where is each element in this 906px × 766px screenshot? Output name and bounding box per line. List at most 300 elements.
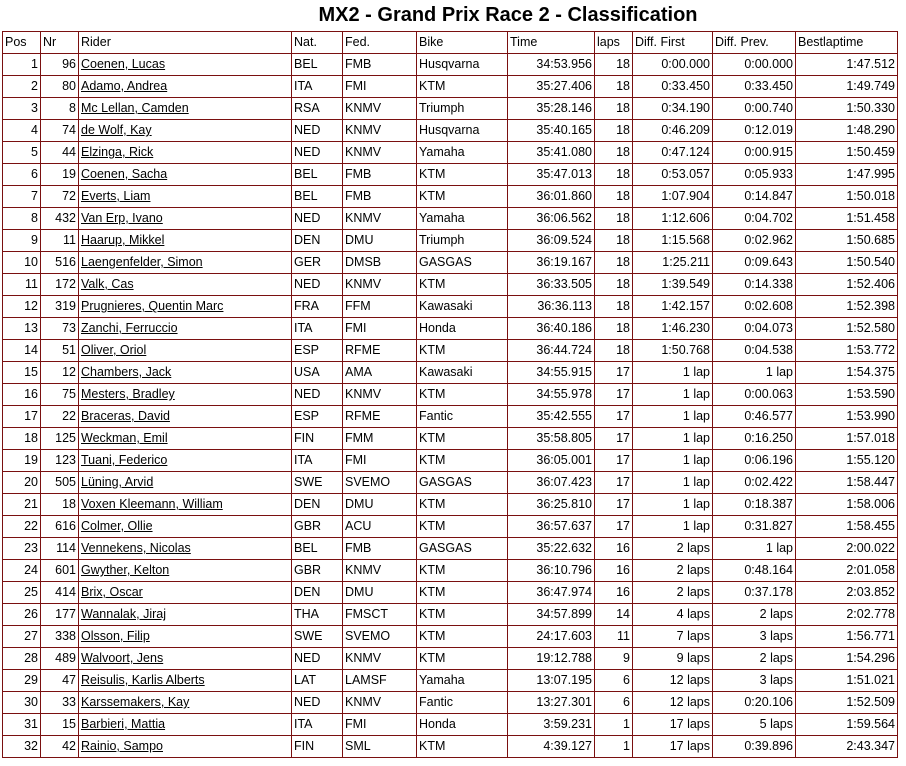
- cell-nat: NED: [292, 142, 343, 164]
- cell-rider[interactable]: Braceras, David: [79, 406, 292, 428]
- cell-laps: 18: [595, 54, 633, 76]
- table-body: [3, 54, 898, 758]
- column-header-nat: Nat.: [292, 32, 343, 54]
- cell-diff-first: 17 laps: [633, 736, 713, 758]
- cell-nr: 8: [41, 98, 79, 120]
- cell-diff-first: 2 laps: [633, 582, 713, 604]
- table-row: [3, 406, 898, 428]
- cell-nat: FIN: [292, 736, 343, 758]
- cell-laps: 18: [595, 252, 633, 274]
- cell-diff-first: 1:25.211: [633, 252, 713, 274]
- cell-rider[interactable]: Weckman, Emil: [79, 428, 292, 450]
- cell-nr: 42: [41, 736, 79, 758]
- cell-time: 36:05.001: [508, 450, 595, 472]
- cell-time: 35:22.632: [508, 538, 595, 560]
- cell-nat: SWE: [292, 472, 343, 494]
- cell-time: 24:17.603: [508, 626, 595, 648]
- table-row: [3, 142, 898, 164]
- cell-diff-first: 12 laps: [633, 692, 713, 714]
- cell-nr: 616: [41, 516, 79, 538]
- cell-rider[interactable]: Everts, Liam: [79, 186, 292, 208]
- cell-diff-first: 12 laps: [633, 670, 713, 692]
- cell-laps: 17: [595, 494, 633, 516]
- cell-pos: 28: [3, 648, 41, 670]
- cell-bike: KTM: [417, 384, 508, 406]
- cell-fed: KNMV: [343, 384, 417, 406]
- cell-diff-first: 2 laps: [633, 560, 713, 582]
- cell-bestlaptime: 1:47.512: [796, 54, 898, 76]
- table-row: [3, 362, 898, 384]
- cell-fed: FMB: [343, 186, 417, 208]
- cell-nr: 114: [41, 538, 79, 560]
- cell-bestlaptime: 1:50.459: [796, 142, 898, 164]
- cell-diff-first: 1 lap: [633, 406, 713, 428]
- cell-bestlaptime: 1:56.771: [796, 626, 898, 648]
- cell-fed: FMSCT: [343, 604, 417, 626]
- cell-nr: 432: [41, 208, 79, 230]
- cell-pos: 19: [3, 450, 41, 472]
- cell-rider[interactable]: Valk, Cas: [79, 274, 292, 296]
- cell-bike: Triumph: [417, 230, 508, 252]
- cell-pos: 13: [3, 318, 41, 340]
- cell-diff-first: 0:33.450: [633, 76, 713, 98]
- cell-rider[interactable]: Lüning, Arvid: [79, 472, 292, 494]
- cell-diff-first: 1 lap: [633, 516, 713, 538]
- cell-bestlaptime: 1:50.330: [796, 98, 898, 120]
- cell-rider[interactable]: Chambers, Jack: [79, 362, 292, 384]
- cell-nat: GER: [292, 252, 343, 274]
- cell-bestlaptime: 1:50.685: [796, 230, 898, 252]
- cell-time: 36:07.423: [508, 472, 595, 494]
- cell-rider[interactable]: Haarup, Mikkel: [79, 230, 292, 252]
- cell-pos: 23: [3, 538, 41, 560]
- cell-rider[interactable]: Karssemakers, Kay: [79, 692, 292, 714]
- cell-diff-prev: 0:06.196: [713, 450, 796, 472]
- cell-time: 36:01.860: [508, 186, 595, 208]
- cell-nr: 72: [41, 186, 79, 208]
- table-row: [3, 560, 898, 582]
- cell-diff-first: 1 lap: [633, 494, 713, 516]
- cell-bestlaptime: 1:47.995: [796, 164, 898, 186]
- cell-bike: Triumph: [417, 98, 508, 120]
- cell-bestlaptime: 1:51.458: [796, 208, 898, 230]
- cell-fed: AMA: [343, 362, 417, 384]
- cell-bike: Honda: [417, 714, 508, 736]
- cell-fed: KNMV: [343, 98, 417, 120]
- cell-bike: GASGAS: [417, 472, 508, 494]
- cell-rider[interactable]: Adamo, Andrea: [79, 76, 292, 98]
- table-row: [3, 648, 898, 670]
- table-row: [3, 230, 898, 252]
- cell-diff-first: 2 laps: [633, 538, 713, 560]
- cell-time: 34:53.956: [508, 54, 595, 76]
- table-row: [3, 54, 898, 76]
- cell-nr: 96: [41, 54, 79, 76]
- cell-fed: KNMV: [343, 274, 417, 296]
- cell-laps: 17: [595, 472, 633, 494]
- cell-fed: FMB: [343, 54, 417, 76]
- cell-pos: 7: [3, 186, 41, 208]
- cell-nr: 74: [41, 120, 79, 142]
- cell-laps: 18: [595, 318, 633, 340]
- cell-time: 4:39.127: [508, 736, 595, 758]
- cell-fed: DMU: [343, 494, 417, 516]
- cell-laps: 17: [595, 406, 633, 428]
- cell-diff-first: 0:46.209: [633, 120, 713, 142]
- cell-laps: 11: [595, 626, 633, 648]
- table-row: [3, 428, 898, 450]
- cell-nat: LAT: [292, 670, 343, 692]
- cell-nr: 338: [41, 626, 79, 648]
- cell-rider[interactable]: Mc Lellan, Camden: [79, 98, 292, 120]
- cell-fed: KNMV: [343, 560, 417, 582]
- cell-time: 34:55.978: [508, 384, 595, 406]
- cell-nr: 51: [41, 340, 79, 362]
- cell-diff-first: 1:42.157: [633, 296, 713, 318]
- cell-bike: Yamaha: [417, 208, 508, 230]
- cell-diff-first: 17 laps: [633, 714, 713, 736]
- cell-nr: 177: [41, 604, 79, 626]
- cell-fed: FMM: [343, 428, 417, 450]
- cell-nat: BEL: [292, 538, 343, 560]
- cell-bestlaptime: 1:53.772: [796, 340, 898, 362]
- cell-nr: 11: [41, 230, 79, 252]
- table-row: [3, 120, 898, 142]
- cell-pos: 8: [3, 208, 41, 230]
- cell-nr: 47: [41, 670, 79, 692]
- cell-time: 36:25.810: [508, 494, 595, 516]
- cell-diff-first: 1 lap: [633, 362, 713, 384]
- cell-bike: KTM: [417, 164, 508, 186]
- cell-diff-first: 1 lap: [633, 384, 713, 406]
- cell-bestlaptime: 1:58.455: [796, 516, 898, 538]
- cell-time: 35:40.165: [508, 120, 595, 142]
- cell-laps: 16: [595, 582, 633, 604]
- cell-bike: Yamaha: [417, 670, 508, 692]
- cell-laps: 18: [595, 340, 633, 362]
- cell-fed: ACU: [343, 516, 417, 538]
- cell-bestlaptime: 1:48.290: [796, 120, 898, 142]
- column-header-fed: Fed.: [343, 32, 417, 54]
- cell-nat: NED: [292, 648, 343, 670]
- cell-diff-first: 0:53.057: [633, 164, 713, 186]
- cell-laps: 6: [595, 670, 633, 692]
- cell-pos: 9: [3, 230, 41, 252]
- cell-nat: ITA: [292, 450, 343, 472]
- cell-rider[interactable]: Olsson, Filip: [79, 626, 292, 648]
- cell-nr: 123: [41, 450, 79, 472]
- cell-laps: 18: [595, 164, 633, 186]
- cell-rider[interactable]: Vennekens, Nicolas: [79, 538, 292, 560]
- cell-pos: 17: [3, 406, 41, 428]
- cell-diff-first: 0:00.000: [633, 54, 713, 76]
- cell-rider[interactable]: Barbieri, Mattia: [79, 714, 292, 736]
- table-row: [3, 252, 898, 274]
- cell-bestlaptime: 1:51.021: [796, 670, 898, 692]
- table-row: [3, 670, 898, 692]
- cell-nat: BEL: [292, 54, 343, 76]
- column-header-nr: Nr: [41, 32, 79, 54]
- cell-nat: NED: [292, 120, 343, 142]
- classification-table: [2, 31, 898, 758]
- cell-nat: NED: [292, 208, 343, 230]
- cell-diff-prev: 0:20.106: [713, 692, 796, 714]
- cell-diff-prev: 0:00.063: [713, 384, 796, 406]
- cell-bike: KTM: [417, 648, 508, 670]
- cell-laps: 14: [595, 604, 633, 626]
- table-row: [3, 384, 898, 406]
- cell-nat: FRA: [292, 296, 343, 318]
- cell-nat: ESP: [292, 340, 343, 362]
- cell-bike: Kawasaki: [417, 362, 508, 384]
- cell-rider[interactable]: de Wolf, Kay: [79, 120, 292, 142]
- cell-rider[interactable]: Elzinga, Rick: [79, 142, 292, 164]
- cell-bike: KTM: [417, 494, 508, 516]
- cell-time: 34:57.899: [508, 604, 595, 626]
- cell-time: 36:47.974: [508, 582, 595, 604]
- cell-rider[interactable]: Coenen, Lucas: [79, 54, 292, 76]
- cell-diff-prev: 2 laps: [713, 604, 796, 626]
- cell-fed: KNMV: [343, 692, 417, 714]
- cell-nat: RSA: [292, 98, 343, 120]
- cell-laps: 18: [595, 186, 633, 208]
- cell-nr: 33: [41, 692, 79, 714]
- cell-bestlaptime: 1:50.540: [796, 252, 898, 274]
- cell-bestlaptime: 1:53.590: [796, 384, 898, 406]
- cell-bestlaptime: 1:52.580: [796, 318, 898, 340]
- cell-laps: 18: [595, 120, 633, 142]
- cell-diff-first: 4 laps: [633, 604, 713, 626]
- cell-time: 36:19.167: [508, 252, 595, 274]
- cell-bike: KTM: [417, 582, 508, 604]
- cell-bike: KTM: [417, 560, 508, 582]
- table-row: [3, 274, 898, 296]
- cell-laps: 1: [595, 714, 633, 736]
- column-header-diff-prev: Diff. Prev.: [713, 32, 796, 54]
- column-header-pos: Pos: [3, 32, 41, 54]
- cell-rider[interactable]: Prugnieres, Quentin Marc: [79, 296, 292, 318]
- cell-bestlaptime: 1:54.375: [796, 362, 898, 384]
- cell-pos: 24: [3, 560, 41, 582]
- cell-rider[interactable]: Tuani, Federico: [79, 450, 292, 472]
- table-row: [3, 582, 898, 604]
- cell-diff-first: 7 laps: [633, 626, 713, 648]
- cell-pos: 18: [3, 428, 41, 450]
- cell-diff-first: 1 lap: [633, 428, 713, 450]
- cell-laps: 17: [595, 428, 633, 450]
- cell-bike: Kawasaki: [417, 296, 508, 318]
- cell-diff-prev: 1 lap: [713, 362, 796, 384]
- cell-bestlaptime: 1:55.120: [796, 450, 898, 472]
- cell-fed: SVEMO: [343, 626, 417, 648]
- cell-pos: 16: [3, 384, 41, 406]
- cell-diff-prev: 0:14.338: [713, 274, 796, 296]
- cell-time: 13:07.195: [508, 670, 595, 692]
- cell-nat: BEL: [292, 186, 343, 208]
- cell-fed: FFM: [343, 296, 417, 318]
- cell-fed: RFME: [343, 406, 417, 428]
- cell-diff-prev: 3 laps: [713, 670, 796, 692]
- cell-bestlaptime: 2:00.022: [796, 538, 898, 560]
- cell-rider[interactable]: Van Erp, Ivano: [79, 208, 292, 230]
- cell-diff-first: 1:12.606: [633, 208, 713, 230]
- cell-nr: 489: [41, 648, 79, 670]
- cell-bike: KTM: [417, 736, 508, 758]
- table-row: [3, 604, 898, 626]
- cell-pos: 12: [3, 296, 41, 318]
- header-row: [3, 32, 898, 54]
- cell-diff-prev: 0:02.422: [713, 472, 796, 494]
- cell-fed: FMI: [343, 318, 417, 340]
- cell-rider[interactable]: Oliver, Oriol: [79, 340, 292, 362]
- cell-time: 36:06.562: [508, 208, 595, 230]
- cell-pos: 6: [3, 164, 41, 186]
- cell-bike: KTM: [417, 450, 508, 472]
- cell-time: 36:10.796: [508, 560, 595, 582]
- cell-diff-prev: 0:31.827: [713, 516, 796, 538]
- cell-bike: KTM: [417, 604, 508, 626]
- table-row: [3, 76, 898, 98]
- cell-rider[interactable]: Colmer, Ollie: [79, 516, 292, 538]
- cell-diff-prev: 0:02.608: [713, 296, 796, 318]
- cell-fed: DMU: [343, 582, 417, 604]
- cell-pos: 11: [3, 274, 41, 296]
- cell-rider[interactable]: Voxen Kleemann, William: [79, 494, 292, 516]
- cell-time: 34:55.915: [508, 362, 595, 384]
- cell-laps: 6: [595, 692, 633, 714]
- cell-pos: 4: [3, 120, 41, 142]
- cell-laps: 18: [595, 230, 633, 252]
- cell-nr: 15: [41, 714, 79, 736]
- cell-fed: FMI: [343, 450, 417, 472]
- cell-diff-prev: 0:48.164: [713, 560, 796, 582]
- cell-nat: DEN: [292, 494, 343, 516]
- cell-nat: NED: [292, 692, 343, 714]
- cell-pos: 31: [3, 714, 41, 736]
- cell-time: 36:33.505: [508, 274, 595, 296]
- cell-fed: SVEMO: [343, 472, 417, 494]
- cell-diff-prev: 5 laps: [713, 714, 796, 736]
- cell-pos: 26: [3, 604, 41, 626]
- cell-rider[interactable]: Gwyther, Kelton: [79, 560, 292, 582]
- cell-laps: 18: [595, 296, 633, 318]
- cell-time: 35:28.146: [508, 98, 595, 120]
- cell-fed: KNMV: [343, 648, 417, 670]
- cell-nat: BEL: [292, 164, 343, 186]
- cell-nat: NED: [292, 384, 343, 406]
- cell-rider[interactable]: Mesters, Bradley: [79, 384, 292, 406]
- cell-diff-prev: 0:18.387: [713, 494, 796, 516]
- cell-bike: Yamaha: [417, 142, 508, 164]
- cell-bestlaptime: 1:58.447: [796, 472, 898, 494]
- cell-bestlaptime: 1:50.018: [796, 186, 898, 208]
- cell-laps: 17: [595, 516, 633, 538]
- cell-diff-prev: 0:16.250: [713, 428, 796, 450]
- cell-diff-prev: 2 laps: [713, 648, 796, 670]
- cell-pos: 5: [3, 142, 41, 164]
- cell-nr: 80: [41, 76, 79, 98]
- cell-pos: 22: [3, 516, 41, 538]
- table-row: [3, 626, 898, 648]
- cell-time: 35:42.555: [508, 406, 595, 428]
- cell-pos: 25: [3, 582, 41, 604]
- cell-rider[interactable]: Rainio, Sampo: [79, 736, 292, 758]
- cell-diff-first: 1:39.549: [633, 274, 713, 296]
- cell-nat: DEN: [292, 582, 343, 604]
- cell-fed: KNMV: [343, 142, 417, 164]
- cell-bike: KTM: [417, 274, 508, 296]
- cell-laps: 18: [595, 76, 633, 98]
- cell-fed: FMI: [343, 714, 417, 736]
- cell-laps: 18: [595, 142, 633, 164]
- cell-diff-first: 0:47.124: [633, 142, 713, 164]
- cell-time: 36:57.637: [508, 516, 595, 538]
- cell-rider[interactable]: Laengenfelder, Simon: [79, 252, 292, 274]
- cell-rider[interactable]: Coenen, Sacha: [79, 164, 292, 186]
- table-row: [3, 208, 898, 230]
- cell-diff-first: 1 lap: [633, 450, 713, 472]
- cell-laps: 1: [595, 736, 633, 758]
- cell-nat: DEN: [292, 230, 343, 252]
- cell-bestlaptime: 2:02.778: [796, 604, 898, 626]
- cell-fed: DMSB: [343, 252, 417, 274]
- cell-bestlaptime: 2:43.347: [796, 736, 898, 758]
- cell-laps: 16: [595, 538, 633, 560]
- cell-diff-prev: 0:00.740: [713, 98, 796, 120]
- cell-pos: 20: [3, 472, 41, 494]
- cell-time: 36:40.186: [508, 318, 595, 340]
- cell-bestlaptime: 1:54.296: [796, 648, 898, 670]
- table-row: [3, 340, 898, 362]
- cell-bestlaptime: 1:57.018: [796, 428, 898, 450]
- cell-pos: 32: [3, 736, 41, 758]
- cell-rider[interactable]: Zanchi, Ferruccio: [79, 318, 292, 340]
- table-row: [3, 494, 898, 516]
- cell-diff-prev: 0:09.643: [713, 252, 796, 274]
- cell-rider[interactable]: Brix, Oscar: [79, 582, 292, 604]
- cell-diff-prev: 0:02.962: [713, 230, 796, 252]
- cell-time: 13:27.301: [508, 692, 595, 714]
- table-row: [3, 538, 898, 560]
- table-row: [3, 186, 898, 208]
- cell-bike: Husqvarna: [417, 120, 508, 142]
- cell-diff-prev: 0:46.577: [713, 406, 796, 428]
- cell-time: 35:47.013: [508, 164, 595, 186]
- cell-nat: ITA: [292, 318, 343, 340]
- cell-rider[interactable]: Walvoort, Jens: [79, 648, 292, 670]
- cell-pos: 21: [3, 494, 41, 516]
- cell-pos: 3: [3, 98, 41, 120]
- table-row: [3, 516, 898, 538]
- cell-diff-prev: 0:04.702: [713, 208, 796, 230]
- cell-bestlaptime: 1:52.406: [796, 274, 898, 296]
- table-row: [3, 472, 898, 494]
- cell-diff-prev: 0:00.000: [713, 54, 796, 76]
- cell-time: 36:36.113: [508, 296, 595, 318]
- cell-rider[interactable]: Reisulis, Karlis Alberts: [79, 670, 292, 692]
- cell-bestlaptime: 1:59.564: [796, 714, 898, 736]
- cell-rider[interactable]: Wannalak, Jiraj: [79, 604, 292, 626]
- table-row: [3, 318, 898, 340]
- cell-fed: KNMV: [343, 208, 417, 230]
- cell-nat: GBR: [292, 516, 343, 538]
- cell-bestlaptime: 1:52.398: [796, 296, 898, 318]
- cell-diff-prev: 1 lap: [713, 538, 796, 560]
- cell-fed: FMI: [343, 76, 417, 98]
- cell-laps: 16: [595, 560, 633, 582]
- table-row: [3, 714, 898, 736]
- cell-time: 3:59.231: [508, 714, 595, 736]
